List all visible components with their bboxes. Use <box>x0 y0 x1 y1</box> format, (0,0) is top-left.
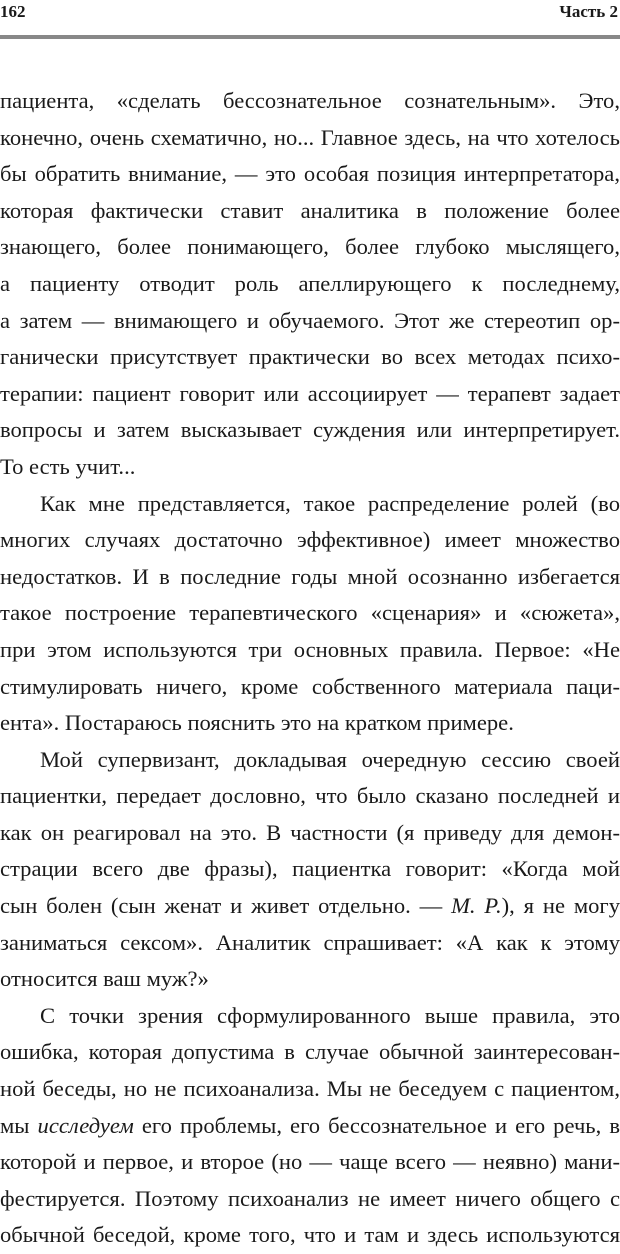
paragraph-first-line: Мой супервизант, докладывая очередную сессию своей <box>40 746 620 772</box>
text-line: стимулировать ничего, кроме собственного материала паци- <box>0 673 620 699</box>
text-line: обычной беседой, кроме того, что и там и здесь используются <box>0 1222 620 1248</box>
text-line: вопросы и затем высказывает суждения или интерпретирует. <box>0 417 620 443</box>
text-line: которая фактически ставит аналитика в положение более <box>0 197 620 223</box>
text-segment: мы <box>0 1112 38 1138</box>
text-line: ганически присутствует практически во всех методах психо- <box>0 344 620 370</box>
header-rule <box>0 35 620 39</box>
text-line: То есть учит... <box>0 453 136 479</box>
running-head <box>0 0 620 24</box>
text-line: ошибка, которая допустима в случае обычной заинтересован- <box>0 1039 620 1065</box>
text-line: а затем — внимающего и обучаемого. Этот же стереотип ор- <box>0 307 620 333</box>
text-line: пациентки, передает дословно, что было сказано последней и <box>0 783 620 809</box>
text-segment: сын болен (сын женат и живет отдельно. — <box>0 893 452 919</box>
text-line: фестируется. Поэтому психоанализ не имеет ничего общего с <box>0 1185 620 1211</box>
text-line: бы обратить внимание, — это особая позиция интерпретатора, <box>0 161 620 187</box>
text-line: недостатков. И в последние годы мной осознанно избегается <box>0 563 620 589</box>
text-segment: его проблемы, его бессознательное и его речь, в <box>133 1112 620 1138</box>
text-line-with-italic <box>0 1108 620 1145</box>
text-line: относится ваш муж?» <box>0 966 209 992</box>
italic-word: исследуем <box>37 1112 134 1138</box>
body-text <box>0 83 620 1254</box>
text-line: ной беседы, но не психоанализа. Мы не беседуем с пациентом, <box>0 1076 620 1102</box>
text-line: конечно, очень схематично, но... Главное здесь, на что хотелось <box>0 124 620 150</box>
text-line: ента». Постараюсь пояснить это на кратком примере. <box>0 710 514 736</box>
paragraph-first-line: Как мне представляется, такое распределение ролей (во <box>40 490 620 516</box>
text-line: знающего, более понимающего, более глубоко мыслящего, <box>0 234 620 260</box>
part-title: Часть 2 <box>559 2 618 21</box>
text-segment: ), я не могу <box>501 893 620 919</box>
text-line: пациента, «сделать бессознательное сознательным». Это, <box>0 88 620 113</box>
text-line: страции всего две фразы), пациентка говорит: «Когда мой <box>0 856 620 882</box>
page-number: 162 <box>0 2 26 21</box>
text-line: терапии: пациент говорит или ассоциирует — терапевт задает <box>0 380 620 406</box>
paragraph-first-line: С точки зрения сформулированного выше правила, это <box>40 1002 620 1028</box>
text-line: как он реагировал на это. В частности (я приведу для демон- <box>0 819 620 845</box>
text-line: многих случаях достаточно эффективное) имеет множество <box>0 527 620 553</box>
text-line: такое построение терапевтического «сценария» и «сюжета», <box>0 600 620 626</box>
italic-initials: М. Р. <box>451 893 502 919</box>
text-line: а пациенту отводит роль апеллирующего к последнему, <box>0 270 620 296</box>
text-line: которой и первое, и второе (но — чаще всего — неявно) мани- <box>0 1149 620 1175</box>
text-line-with-italic <box>0 888 620 925</box>
text-line: при этом используются три основных правила. Первое: «Не <box>0 636 620 662</box>
text-line: заниматься сексом». Аналитик спрашивает: «А как к этому <box>0 929 620 955</box>
